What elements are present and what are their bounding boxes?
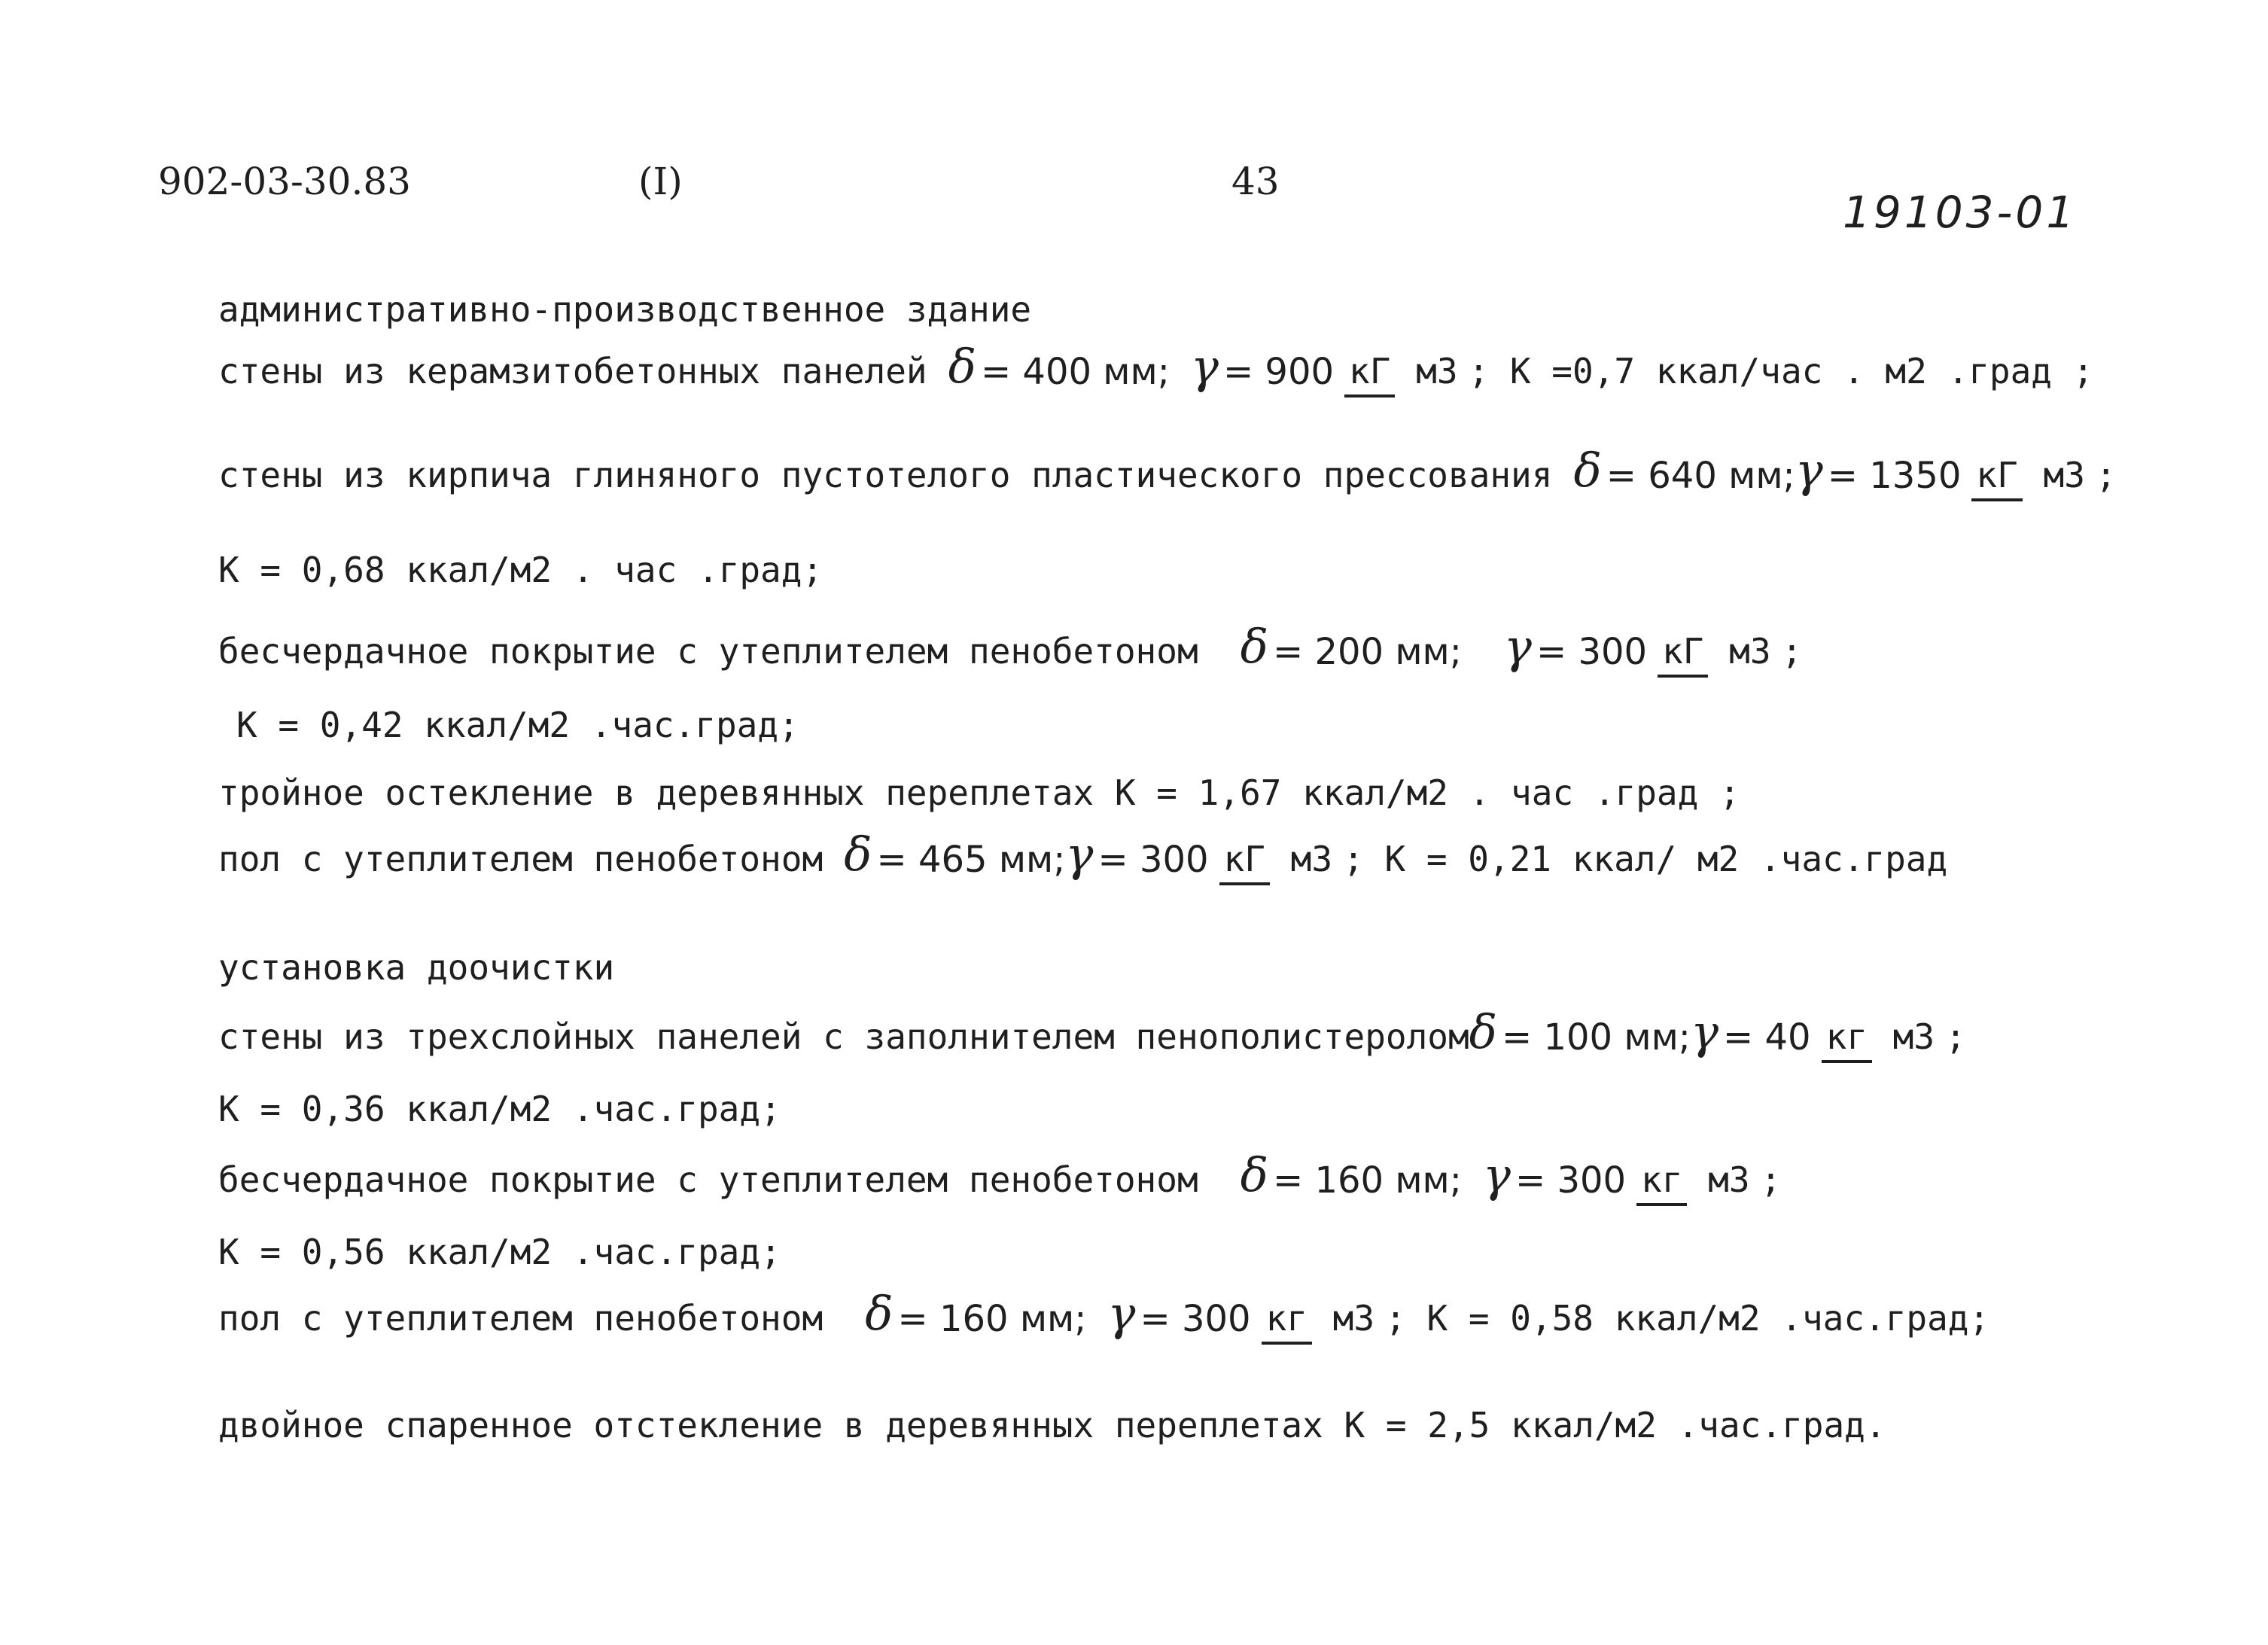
density-unit-fraction xyxy=(1658,631,1771,672)
spec-line-roof-foam xyxy=(218,619,1803,674)
fraction-denominator: м3 xyxy=(1416,351,1458,391)
line-text: установка доочистки xyxy=(218,947,615,988)
fraction-denominator: м3 xyxy=(1332,1298,1375,1339)
spec-line-walls-sandwich xyxy=(218,1004,1966,1059)
density-value: = 1350 xyxy=(1827,455,1962,497)
spec-line-floor-foam-2 xyxy=(218,1286,1990,1341)
thickness-value: = 640 мм; xyxy=(1606,455,1795,497)
thickness-value: = 200 мм; xyxy=(1272,631,1462,673)
document-code: 902-03-30.83 xyxy=(158,160,411,203)
thickness-value: = 400 мм; xyxy=(980,351,1170,393)
fraction-numerator: кг xyxy=(1262,1298,1312,1345)
fraction-denominator: м3 xyxy=(1729,631,1771,672)
spec-line-walls-brick xyxy=(218,443,2117,498)
glazing-line-double xyxy=(218,1405,1886,1445)
gamma-symbol: γ xyxy=(1482,1147,1511,1202)
gamma-symbol: γ xyxy=(1107,1286,1136,1341)
density-value: = 900 xyxy=(1222,351,1335,393)
density-unit-fraction xyxy=(1822,1016,1935,1057)
glazing-line-triple xyxy=(218,772,1740,813)
line-text: ; xyxy=(1760,1159,1782,1200)
coefficient-line xyxy=(218,1089,781,1129)
line-text: административно-производственное здание xyxy=(218,289,1032,330)
line-text: бесчердачное покрытие с утеплителем пенобетоном xyxy=(218,1159,1198,1200)
fraction-numerator: кг xyxy=(1636,1159,1687,1206)
part-number: (I) xyxy=(638,160,683,203)
coefficient-line xyxy=(218,550,823,590)
inventory-number: 19103-01 xyxy=(1843,187,2078,238)
page-number: 43 xyxy=(1231,160,1280,203)
fraction-numerator: кГ xyxy=(1344,351,1395,398)
section-title-treatment xyxy=(218,947,615,988)
line-text: К = 0,56 ккал/м2 .час.град; xyxy=(218,1232,781,1272)
thickness-value: = 160 мм; xyxy=(1272,1159,1462,1202)
fraction-numerator: кГ xyxy=(1658,631,1708,678)
delta-symbol: δ xyxy=(1240,1147,1268,1202)
delta-symbol: δ xyxy=(844,827,872,882)
line-text: стены из трехслойных панелей с заполнителем пенополистеролом xyxy=(218,1016,1469,1057)
fraction-denominator: м3 xyxy=(1708,1159,1750,1200)
line-text: ; xyxy=(1781,631,1803,672)
line-text: ; К =0,7 ккал/час . м2 .град ; xyxy=(1468,351,2094,391)
line-text: ; xyxy=(1945,1016,1966,1057)
thickness-value: = 160 мм; xyxy=(897,1298,1087,1340)
density-value: = 300 xyxy=(1536,631,1648,673)
density-unit-fraction xyxy=(1971,455,2085,495)
density-value: = 300 xyxy=(1515,1159,1627,1202)
gamma-symbol: γ xyxy=(1690,1004,1719,1059)
line-text: тройное остекление в деревянных переплетах К = 1,67 ккал/м2 . час .град ; xyxy=(218,772,1740,813)
coefficient-line xyxy=(236,705,799,745)
gamma-symbol: γ xyxy=(1503,619,1532,674)
fraction-numerator: кг xyxy=(1822,1016,1872,1063)
line-text: ; xyxy=(2095,455,2117,495)
line-text: ; К = 0,21 ккал/ м2 .час.град xyxy=(1343,839,1948,879)
line-text: ; К = 0,58 ккал/м2 .час.град; xyxy=(1385,1298,1990,1339)
fraction-numerator: кГ xyxy=(1219,839,1270,885)
line-text: пол с утеплителем пенобетоном xyxy=(218,1298,823,1339)
density-value: = 300 xyxy=(1140,1298,1251,1340)
spec-line-roof-foam-2 xyxy=(218,1147,1782,1202)
thickness-value: = 100 мм; xyxy=(1502,1016,1691,1059)
fraction-denominator: м3 xyxy=(1290,839,1333,879)
gamma-symbol: γ xyxy=(1190,339,1219,394)
fraction-denominator: м3 xyxy=(2043,455,2085,495)
line-text: К = 0,42 ккал/м2 .час.град; xyxy=(236,705,799,745)
line-text: К = 0,36 ккал/м2 .час.град; xyxy=(218,1089,781,1129)
section-title-admin xyxy=(218,289,1032,330)
line-text: стены из кирпича глиняного пустотелого пластического прессования xyxy=(218,455,1553,495)
spec-line-walls-claydite xyxy=(218,339,2094,394)
density-value: = 300 xyxy=(1097,839,1209,881)
density-unit-fraction xyxy=(1636,1159,1750,1200)
delta-symbol: δ xyxy=(1240,619,1268,674)
delta-symbol: δ xyxy=(1469,1004,1497,1059)
delta-symbol: δ xyxy=(948,339,976,394)
line-text: стены из керамзитобетонных панелей xyxy=(218,351,927,391)
density-unit-fraction xyxy=(1219,839,1333,879)
gamma-symbol: γ xyxy=(1065,827,1094,882)
line-text: двойное спаренное отстекление в деревянных переплетах К = 2,5 ккал/м2 .час.град. xyxy=(218,1405,1886,1445)
density-value: = 40 xyxy=(1723,1016,1811,1059)
line-text: бесчердачное покрытие с утеплителем пенобетоном xyxy=(218,631,1198,672)
coefficient-line xyxy=(218,1232,781,1272)
line-text: пол с утеплителем пенобетоном xyxy=(218,839,823,879)
density-unit-fraction xyxy=(1344,351,1458,391)
gamma-symbol: γ xyxy=(1795,443,1823,498)
spec-line-floor-foam xyxy=(218,827,1948,882)
fraction-numerator: кГ xyxy=(1971,455,2022,501)
delta-symbol: δ xyxy=(865,1286,894,1341)
fraction-denominator: м3 xyxy=(1892,1016,1935,1057)
delta-symbol: δ xyxy=(1573,443,1602,498)
density-unit-fraction xyxy=(1262,1298,1375,1339)
line-text: К = 0,68 ккал/м2 . час .град; xyxy=(218,550,823,590)
thickness-value: = 465 мм; xyxy=(876,839,1066,881)
